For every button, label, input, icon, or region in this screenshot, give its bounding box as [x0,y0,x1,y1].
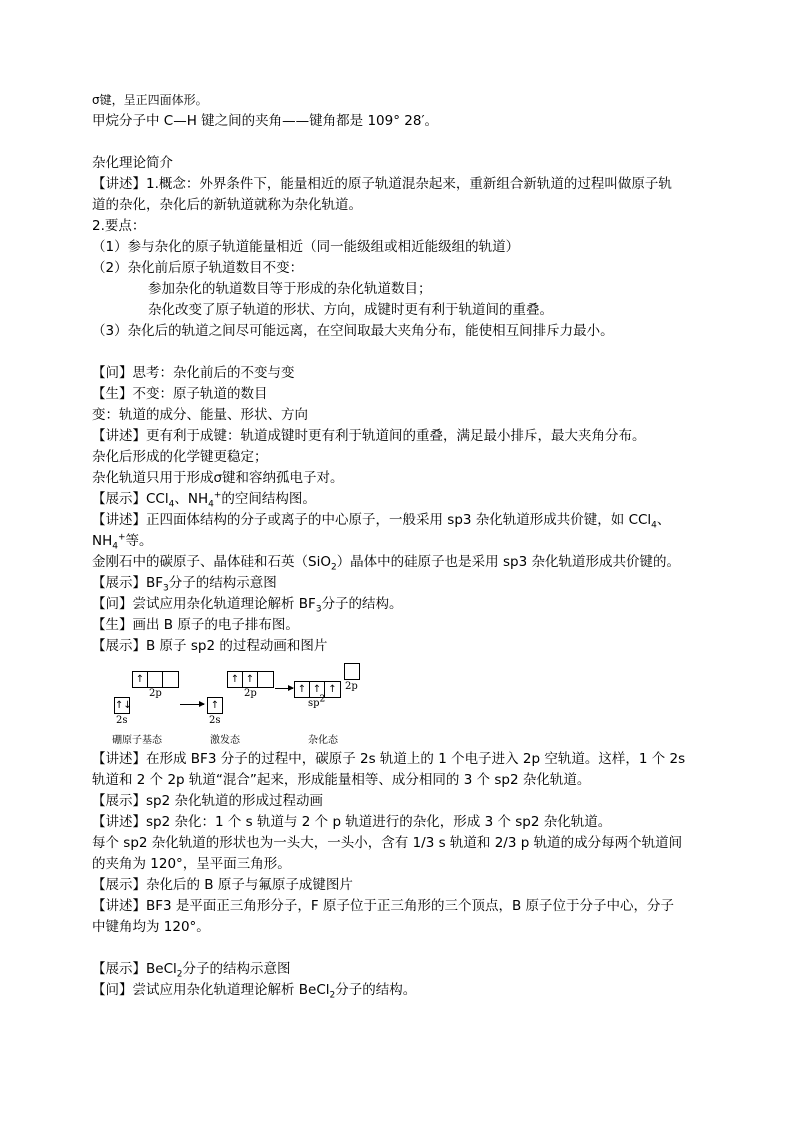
paragraph [92,980,722,1001]
paragraph: 【展示】B 原子 sp2 的过程动画和图片 [92,638,328,654]
text: 【讲述】正四面体结构的分子或离子的中心原子，一般采用 sp3 杂化轨道形成共价键，如 CCl [92,512,652,528]
orbital-label: 2p [244,688,257,699]
state-caption: 硼原子基态 [112,735,162,746]
spin-up-arrow-icon: ↑ [210,700,220,711]
orbital-box-sp2 [294,681,341,698]
state-caption: 激发态 [210,735,240,746]
paragraph: 【生】画出 B 原子的电子排布图。 [92,617,299,633]
superscript: + [213,490,222,501]
section-heading: 杂化理论简介 [92,155,173,171]
paragraph: 轨道和 2 个 2p 轨道“混合”起来，形成能量相等、成分相同的 3 个 sp2 杂化轨道。 [92,772,591,788]
spin-up-arrow-icon: ↑ [295,682,310,697]
paragraph: 变：轨道的成分、能量、形状、方向 [92,407,308,423]
subscript: 2 [330,562,337,573]
orbital-box-2p-excited [227,671,274,688]
subscript: 3 [163,583,169,594]
paragraph: 【讲述】BF3 是平面正三角形分子，F 原子位于正三角形的三个顶点，B 原子位于分子中心，分子 [92,898,675,914]
paragraph: 【生】不变：原子轨道的数目 [92,386,268,402]
paragraph: 【讲述】1.概念：外界条件下，能量相近的原子轨道混杂起来，重新组合新轨道的过程叫做原子轨 [92,176,672,192]
subscript: 2 [329,990,336,1001]
orbital-label [308,694,326,709]
orbital-label: 2s [116,715,128,726]
superscript: 2 [319,694,326,705]
orbital-box-2p-ground [132,671,179,688]
document-page [92,90,722,1001]
transition-arrow-icon [275,688,293,689]
paragraph: 【讲述】在形成 BF3 分子的过程中，碳原子 2s 轨道上的 1 个电子进入 2p 空轨道。这样，1 个 2s [92,751,686,767]
paragraph [92,510,722,531]
spin-up-arrow-icon: ↑ [228,672,243,687]
text: NH [92,533,113,549]
orbital-box-2p-hybrid [344,663,360,680]
paragraph [92,531,722,552]
subscript: 4 [651,520,657,531]
spin-up-arrow-icon: ↑ [243,672,258,687]
empty-orbital [163,672,178,687]
subscript: 4 [208,499,214,510]
text: ）晶体中的硅原子也是采用 sp3 杂化轨道形成共价键的。 [336,554,680,570]
spin-up-arrow-icon: ↑ [328,684,337,695]
paragraph [92,594,722,615]
orbital-label: 2p [149,688,162,699]
spacer [92,132,722,153]
paragraph: 【展示】杂化后的 B 原子与氟原子成键图片 [92,877,353,893]
empty-orbital [258,672,273,687]
transition-arrow-icon [180,704,204,705]
paragraph: 甲烷分子中 C—H 键之间的夹角——键角都是 109° 28′。 [92,113,439,129]
text: 【展示】CCl [92,491,169,507]
text: 分子的结构。 [335,982,417,998]
list-subitem: 杂化改变了原子轨道的形状、方向，成键时更有利于轨道间的重叠。 [148,302,553,318]
text: 分子的结构示意图 [182,961,291,977]
paragraph [92,552,722,573]
paragraph: 的夹角为 120°，呈平面三角形。 [92,856,291,872]
paragraph: 【问】思考：杂化前后的不变与变 [92,365,295,381]
text: 【展示】BeCl [92,961,177,977]
empty-orbital [148,672,163,687]
paragraph: 【展示】sp2 杂化轨道的形成过程动画 [92,793,323,809]
spin-pair-arrow-icon: ↑↓ [115,700,132,711]
text: 分子的结构。 [321,596,403,612]
paragraph: 杂化轨道只用于形成σ键和容纳孤电子对。 [92,470,344,486]
text: 、NH [174,491,209,507]
paragraph: 中键角均为 120°。 [92,919,210,935]
empty-orbital [345,664,359,679]
paragraph: 2.要点： [92,218,146,234]
text: 、 [656,512,671,528]
superscript: + [117,532,126,543]
state-caption: 杂化态 [308,735,338,746]
spin-up-arrow-icon: ↑ [133,672,148,687]
orbital-box-2s-ground [114,697,130,714]
orbital-diagram [92,657,722,749]
list-item: （2）杂化前后原子轨道数目不变： [92,260,304,276]
paragraph: 道的杂化，杂化后的新轨道就称为杂化轨道。 [92,197,362,213]
text: 【展示】BF [92,575,164,591]
paragraph: σ键，呈正四面体形。 [92,93,208,107]
paragraph: 每个 sp2 杂化轨道的形状也为一头大，一头小，含有 1/3 s 轨道和 2/3 p 轨道的成分每两个轨道间 [92,835,683,851]
text: 分子的结构示意图 [168,575,277,591]
spin-up-arrow-icon: ↑ [310,682,325,697]
text: 【问】尝试应用杂化轨道理论解析 BeCl [92,982,330,998]
subscript: 2 [176,969,183,980]
orbital-label: 2s [209,715,221,726]
paragraph: 【讲述】sp2 杂化：1 个 s 轨道与 2 个 p 轨道进行的杂化，形成 3 个 sp2 杂化轨道。 [92,814,612,830]
list-item: （1）参与杂化的原子轨道能量相近（同一能级组或相近能级组的轨道） [92,239,520,255]
subscript: 4 [112,541,118,552]
orbital-box-2s-excited [207,697,223,714]
text: 【问】尝试应用杂化轨道理论解析 BF [92,596,316,612]
subscript: 4 [168,499,175,510]
paragraph [92,489,722,510]
spacer [92,342,722,363]
paragraph [92,959,722,980]
paragraph [92,573,722,594]
text: 的空间结构图。 [221,491,316,507]
orbital-label-text: sp [308,698,320,709]
text: 等。 [125,533,153,549]
orbital-label: 2p [345,681,358,692]
list-subitem: 参加杂化的轨道数目等于形成的杂化轨道数目； [148,281,432,297]
subscript: 3 [315,604,322,615]
text: 金刚石中的碳原子、晶体硅和石英（SiO [92,554,331,570]
paragraph: 【讲述】更有利于成键：轨道成键时更有利于轨道间的重叠，满足最小排斥，最大夹角分布。 [92,428,646,444]
list-item: （3）杂化后的轨道之间尽可能远离，在空间取最大夹角分布，能使相互间排斥力最小。 [92,323,614,339]
paragraph: 杂化后形成的化学键更稳定； [92,449,268,465]
spacer [92,938,722,959]
